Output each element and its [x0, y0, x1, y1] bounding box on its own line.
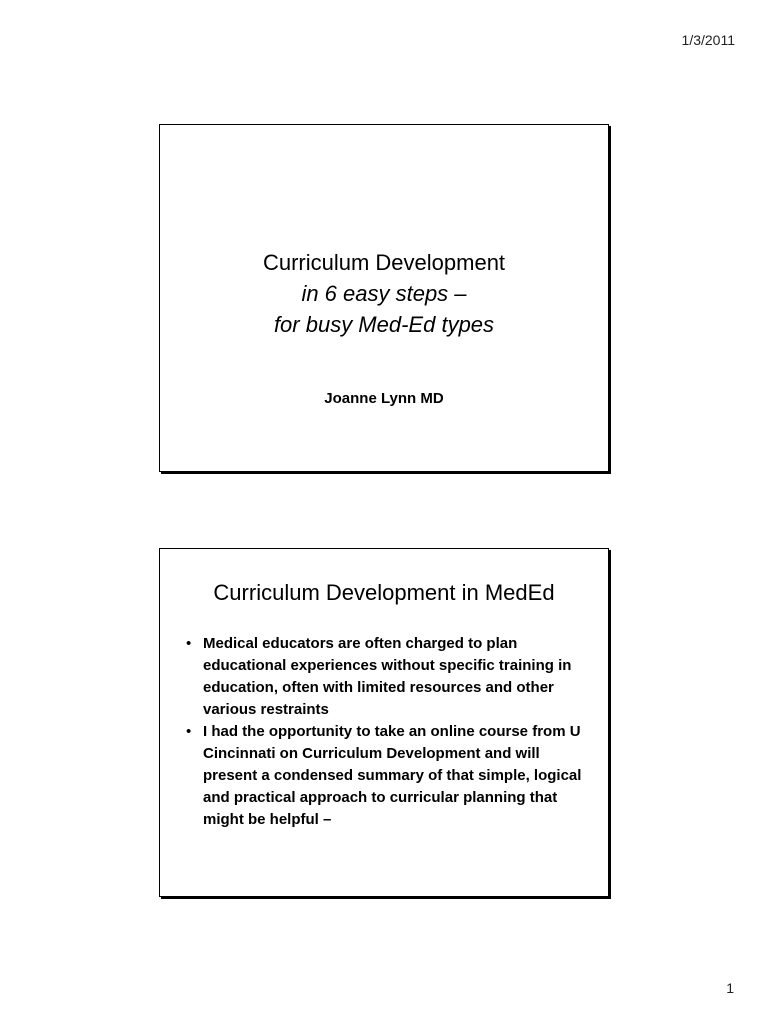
- bullet-text: Medical educators are often charged to plan educational experiences without specific training in education, often with limited resources and other various restraints: [203, 635, 572, 718]
- bullet-text: I had the opportunity to take an online course from U Cincinnati on Curriculum Development and will present a condensed summary of that simple, logical and practical approach to curricular planning that might be helpful –: [203, 723, 582, 828]
- bullet-icon: •: [186, 723, 192, 740]
- slide-title-heading: [160, 247, 608, 340]
- bullet-list: [186, 633, 590, 831]
- page-number: 1: [726, 980, 734, 996]
- document-date: 1/3/2011: [681, 32, 735, 48]
- slide-title: [159, 124, 609, 472]
- bullet-icon: •: [186, 635, 192, 652]
- title-line-1: Curriculum Development: [262, 250, 506, 275]
- title-line-3: for busy Med-Ed types: [273, 312, 495, 337]
- bullet-item: [186, 721, 590, 831]
- author-name: Joanne Lynn MD: [324, 390, 444, 407]
- slide-heading: Curriculum Development in MedEd: [213, 580, 555, 605]
- title-line-2: in 6 easy steps –: [301, 281, 467, 306]
- slide-content: [159, 548, 609, 897]
- bullet-item: [186, 633, 590, 721]
